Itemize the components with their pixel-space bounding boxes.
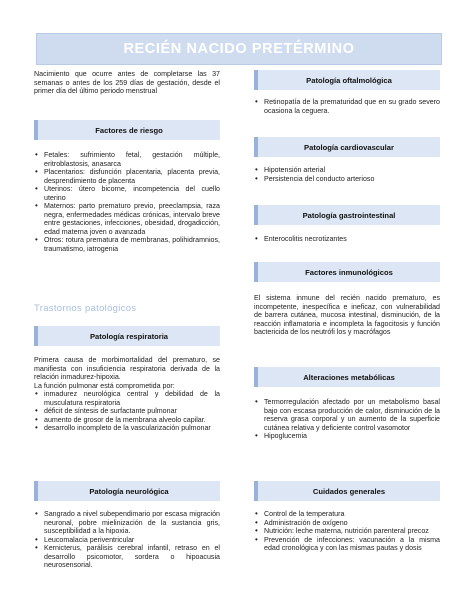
gastrointestinal-title: Patología gastrointestinal bbox=[302, 210, 396, 220]
list-item: • Persistencia del conducto arterioso bbox=[254, 175, 440, 184]
list-item: • Hipoglucemia bbox=[254, 432, 440, 441]
list-item: • Nutrición: leche materna, nutrición parenteral precoz bbox=[254, 527, 440, 536]
gastrointestinal-header bbox=[254, 205, 440, 225]
cardiovascular-title: Patología cardiovascular bbox=[304, 142, 394, 152]
list-item: • Prevención de infecciones: vacunación a la misma edad cronológica y con las mismas pautas y dosis bbox=[254, 536, 440, 553]
factores-riesgo-list bbox=[34, 151, 220, 253]
trastornos-heading: Trastornos patológicos bbox=[34, 303, 137, 314]
list-item: • déficit de síntesis de surfactante pulmonar bbox=[34, 407, 220, 416]
oftalmologica-title: Patología oftalmológica bbox=[306, 75, 392, 85]
inmunologicos-text: El sistema inmune del recién nacido prematuro, es incompetente, inespecífica e ineficaz, con vulnerabilidad de barrera cutánea, mucosa intestinal, disminución, de la reacción inflamatoria e incompleta la fagocitosis y función bactericida de los neutrófi los y macrófagos bbox=[254, 294, 440, 337]
list-item: • Leucomalacia periventricular bbox=[34, 536, 220, 545]
respiratoria-text2: La función pulmonar está comprometida por: bbox=[34, 381, 175, 390]
list-item: • Otros: rotura prematura de membranas, polihidramnios, traumatismo, iatrogenia bbox=[34, 236, 220, 253]
list-item: • aumento de grosor de la membrana alveolo capilar. bbox=[34, 416, 220, 425]
respiratoria-list bbox=[34, 390, 220, 433]
cuidados-list bbox=[254, 510, 440, 553]
neurologica-title: Patología neurológica bbox=[89, 486, 169, 496]
factores-riesgo-title: Factores de riesgo bbox=[95, 125, 163, 135]
list-item: • Termorregulación afectado por un metabolismo basal bajo con escasa producción de calor, disminución de la reserva grasa corporal y un aumento de la superficie cutánea relativa y deficiente control vasomotor bbox=[254, 398, 440, 432]
respiratoria-body bbox=[34, 356, 220, 433]
list-item: • Fetales: sufrimiento fetal, gestación múltiple, eritroblastosis, anasarca bbox=[34, 151, 220, 168]
list-item: • desarrollo incompleto de la vascularización pulmonar bbox=[34, 424, 220, 433]
respiratoria-text: Primera causa de morbimortalidad del prematuro, se manifiesta con insuficiencia respiratoria derivada de la relación inmadurez-hipoxia. bbox=[34, 356, 220, 382]
list-item: • Retinopatía de la prematuridad que en su grado severo ocasiona la ceguera. bbox=[254, 98, 440, 115]
list-item: • Administración de oxígeno bbox=[254, 519, 440, 528]
list-item: • Uterinos: útero bicorne, incompetencia del cuello uterino bbox=[34, 185, 220, 202]
page-title: RECIÉN NACIDO PRETÉRMINO bbox=[123, 41, 355, 57]
intro-text: Nacimiento que ocurre antes de completarse las 37 semanas o antes de los 259 días de gestación, desde el primer día del último periodo menstrual bbox=[34, 70, 220, 96]
metabolicas-title: Alteraciones metabólicas bbox=[303, 372, 395, 382]
factores-riesgo-header bbox=[34, 120, 220, 140]
cardiovascular-list bbox=[254, 166, 440, 183]
cuidados-header bbox=[254, 481, 440, 501]
list-item: • Hipotensión arterial bbox=[254, 166, 440, 175]
metabolicas-header bbox=[254, 367, 440, 387]
respiratoria-title: Patología respiratoria bbox=[89, 331, 169, 341]
list-item: • Maternos: parto prematuro previo, preeclampsia, raza negra, enfermedades médicas crónicas, intervalo breve entre gestaciones, infecciones, obesidad, drogadicción, edad materna joven o avanzada bbox=[34, 202, 220, 236]
inmunologicos-header bbox=[254, 262, 440, 282]
list-item: • Placentarios: disfunción placentaria, placenta previa, desprendimiento de placenta bbox=[34, 168, 220, 185]
list-item: • inmadurez neurológica central y debilidad de la musculatura respiratoria bbox=[34, 390, 220, 407]
page-title-banner bbox=[36, 33, 442, 65]
metabolicas-list bbox=[254, 398, 440, 441]
list-item: • Sangrado a nivel subependimario por escasa migración neuronal, pobre mielinización de la sustancia gris, susceptibilidad a la hipoxia. bbox=[34, 510, 220, 536]
inmunologicos-title: Factores inmunológicos bbox=[305, 267, 393, 277]
list-item: • Kernicterus, parálisis cerebral infantil, retraso en el desarrollo psicomotor, sordera o hipoacusia neurosensorial. bbox=[34, 544, 220, 570]
cardiovascular-header bbox=[254, 137, 440, 157]
gastrointestinal-list bbox=[254, 235, 440, 244]
neurologica-header bbox=[34, 481, 220, 501]
respiratoria-header bbox=[34, 326, 220, 346]
neurologica-list bbox=[34, 510, 220, 570]
list-item: • Control de la temperatura bbox=[254, 510, 440, 519]
cuidados-title: Cuidados generales bbox=[312, 486, 386, 496]
oftalmologica-list bbox=[254, 98, 440, 115]
list-item: • Enterocolitis necrotizantes bbox=[254, 235, 440, 244]
oftalmologica-header bbox=[254, 70, 440, 90]
